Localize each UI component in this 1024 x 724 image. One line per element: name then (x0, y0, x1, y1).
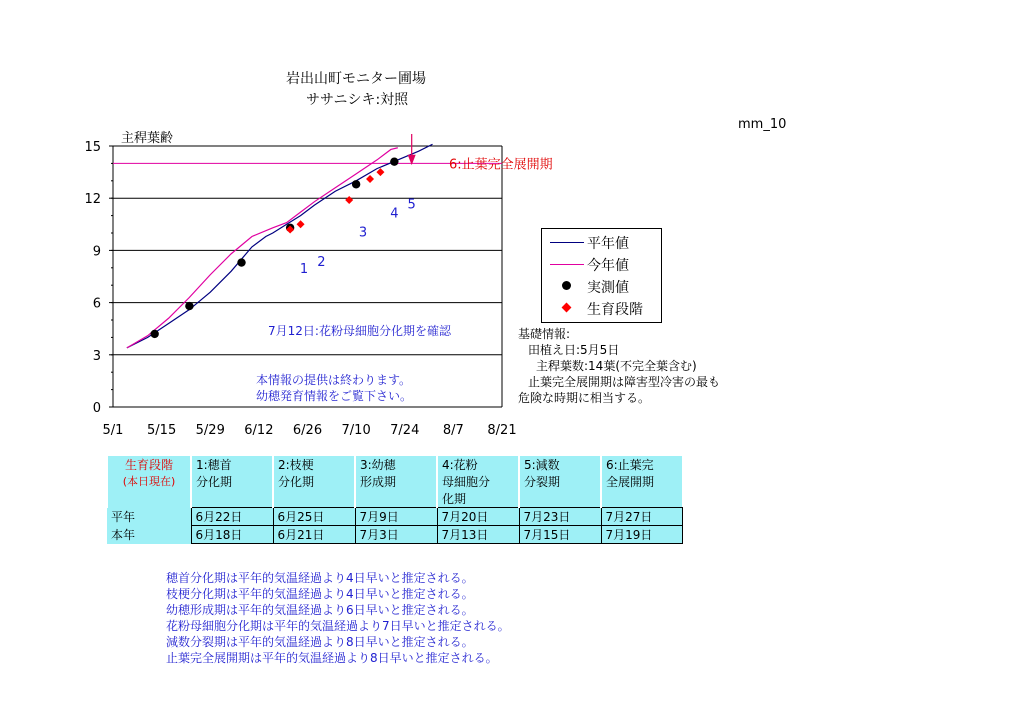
this-stage-1-date: 6月18日 (191, 526, 273, 544)
confirm-annotation: 7月12日:花粉母細胞分化期を確認 (268, 324, 451, 338)
series-line-0 (127, 144, 433, 348)
measured-point-5 (390, 157, 398, 165)
y-tick-label-5: 15 (84, 140, 101, 155)
legend-symbol-line (550, 264, 584, 265)
leaf-count: 主稈葉数:14葉(不完全葉含む) (536, 359, 697, 373)
end-notice (256, 372, 412, 404)
summary-text (166, 570, 510, 666)
x-tick-label-2: 5/29 (195, 423, 225, 438)
stage-header-6: 6:止葉完 全展開期 (601, 456, 682, 508)
y-tick-label-2: 6 (92, 296, 101, 312)
stage-number-4: 5 (407, 197, 416, 213)
measured-point-4 (352, 180, 360, 188)
legend-symbol-dot (562, 281, 571, 290)
series-line-1 (127, 148, 398, 348)
this-stage-2-date: 6月21日 (273, 526, 355, 544)
summary-line-2: 枝梗分化期は平年的気温経過より4日早いと推定される。 (166, 587, 474, 601)
normal-year-row (107, 508, 682, 526)
measured-point-1 (185, 302, 193, 310)
stage-header-3: 3:幼穂 形成期 (355, 456, 437, 508)
stage-corner-label: 生育段階 (124, 458, 173, 472)
x-tick-label-1: 5/15 (147, 423, 177, 438)
normal-stage-5-date: 7月23日 (519, 508, 601, 526)
x-tick-label-3: 6/12 (244, 423, 274, 438)
legend-symbol-line (550, 242, 584, 243)
basic-note-1: 止葉完全展開期は障害型冷害の最も (528, 375, 721, 389)
legend-item (542, 297, 661, 319)
row-label-this-year: 本年 (107, 526, 191, 544)
stage-header-1: 1:穂首 分化期 (191, 456, 273, 508)
summary-line-5: 減数分裂期は平年的気温経過より8日早いと推定される。 (166, 635, 474, 649)
chart-code: mm_10 (738, 117, 787, 132)
stage-header-4: 4:花粉 母細胞分 化期 (437, 456, 519, 508)
summary-line-4: 花粉母細胞分化期は平年的気温経過より7日早いと推定される。 (166, 619, 510, 633)
stage-header-row (107, 456, 682, 508)
measured-point-0 (150, 330, 158, 338)
summary-line-1: 穂首分化期は平年的気温経過より4日早いと推定される。 (166, 571, 474, 585)
y-axis-label: 主稈葉齢 (121, 131, 174, 146)
stage-number-0: 1 (299, 262, 309, 278)
stage-corner-sublabel: (本日現在) (122, 475, 176, 488)
stage-marker-4 (376, 168, 384, 176)
x-tick-label-7: 8/7 (442, 423, 464, 438)
y-tick-label-0: 0 (92, 401, 101, 416)
chart-title: 岩出山町モニター圃場 (286, 71, 426, 87)
end-notice-line1: 本情報の提供は終わります。 (256, 373, 412, 387)
stage-number-3: 4 (390, 206, 399, 222)
stage-marker-3 (366, 175, 374, 183)
this-stage-3-date: 7月3日 (355, 526, 437, 544)
this-stage-4-date: 7月13日 (437, 526, 519, 544)
stage-table (106, 456, 683, 544)
legend-label: 実測値 (587, 280, 629, 296)
normal-stage-6-date: 7月27日 (601, 508, 682, 526)
normal-stage-2-date: 6月25日 (273, 508, 355, 526)
legend-item (542, 253, 661, 275)
summary-line-3: 幼穂形成期は平年的気温経過より6日早いと推定される。 (166, 603, 474, 617)
flag-leaf-reference-label: 6:止葉完全展開期 (449, 157, 553, 173)
stage-number-2: 3 (358, 225, 368, 241)
normal-stage-4-date: 7月20日 (437, 508, 519, 526)
y-tick-label-3: 9 (92, 244, 101, 260)
normal-stage-1-date: 6月22日 (191, 508, 273, 526)
legend-label: 平年値 (587, 236, 629, 252)
stage-corner (107, 456, 191, 508)
this-year-row (107, 526, 682, 544)
summary-line-6: 止葉完全展開期は平年的気温経過より8日早いと推定される。 (166, 651, 498, 665)
x-tick-label-4: 6/26 (292, 423, 323, 438)
stage-marker-2 (345, 196, 353, 204)
this-stage-5-date: 7月15日 (519, 526, 601, 544)
chart-legend (541, 228, 662, 323)
stage-number-1: 2 (317, 255, 326, 271)
measured-point-2 (237, 258, 245, 266)
legend-item (542, 231, 661, 253)
this-stage-6-date: 7月19日 (601, 526, 682, 544)
y-tick-label-1: 3 (92, 348, 101, 364)
legend-item (542, 275, 661, 297)
basic-note-2: 危険な時期に相当する。 (518, 391, 651, 405)
chart-subtitle: ササニシキ:対照 (306, 92, 409, 108)
basic-info-heading: 基礎情報: (518, 327, 571, 341)
stage-header-2: 2:枝梗 分化期 (273, 456, 355, 508)
basic-info (518, 326, 720, 406)
legend-label: 今年値 (587, 258, 629, 274)
normal-stage-3-date: 7月9日 (355, 508, 437, 526)
x-tick-label-6: 7/24 (390, 423, 420, 438)
stage-header-5: 5:減数 分裂期 (519, 456, 601, 508)
stage-marker-1 (297, 220, 305, 228)
row-label-normal: 平年 (107, 508, 191, 526)
end-notice-line2: 幼穂発育情報をご覧下さい。 (256, 389, 413, 403)
planting-date: 田植え日:5月5日 (528, 343, 620, 357)
legend-label: 生育段階 (587, 302, 643, 318)
x-tick-label-5: 7/10 (341, 423, 371, 438)
legend-symbol-diamond (562, 303, 572, 313)
x-tick-label-0: 5/1 (102, 423, 124, 438)
x-tick-label-8: 8/21 (487, 423, 517, 438)
y-tick-label-4: 12 (84, 192, 101, 208)
